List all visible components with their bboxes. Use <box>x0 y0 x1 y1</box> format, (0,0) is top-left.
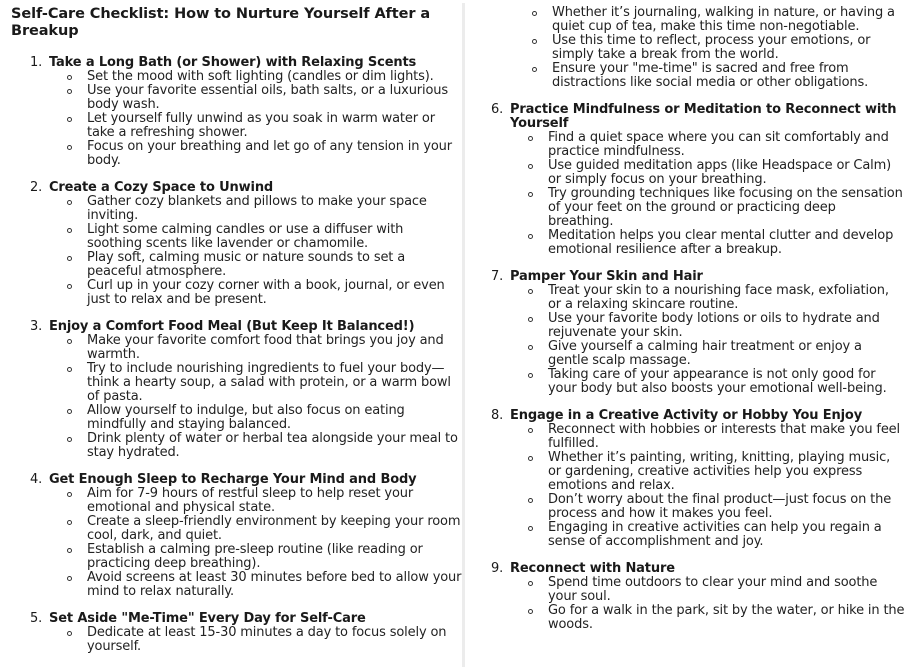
list-item <box>0 112 462 140</box>
bullet-list <box>0 626 462 654</box>
section-9 <box>465 562 905 632</box>
bullet-text: Use guided meditation apps (like Headspace or Calm) or simply focus on your breathing. <box>548 158 892 187</box>
section-5 <box>0 612 462 654</box>
bullet-text: Engaging in creative activities can help you regain a sense of accomplishment and joy. <box>548 520 882 549</box>
bullet-text: Find a quiet space where you can sit comfortably and practice mindfulness. <box>548 130 889 159</box>
list-item <box>465 187 905 229</box>
list-item <box>0 515 462 543</box>
bullet-text: Light some calming candles or use a diffuser with soothing scents like lavender or chamomile. <box>87 222 404 251</box>
section-number: 6. <box>491 102 504 117</box>
bullet-text: Gather cozy blankets and pillows to make your space inviting. <box>87 194 427 223</box>
bullet-list <box>465 576 905 632</box>
circle-bullet-icon <box>67 284 72 289</box>
section-7 <box>465 270 905 396</box>
section-number: 3. <box>30 319 43 334</box>
list-item <box>0 432 462 460</box>
bullet-list <box>0 70 462 168</box>
section-heading <box>0 181 462 195</box>
circle-bullet-icon <box>67 200 72 205</box>
list-item <box>0 279 462 307</box>
circle-bullet-icon <box>67 520 72 525</box>
checklist-sections-left <box>0 56 462 654</box>
bullet-list <box>0 195 462 307</box>
circle-bullet-icon <box>67 576 72 581</box>
section-number: 9. <box>491 561 504 576</box>
section-1 <box>0 56 462 168</box>
bullet-text: Curl up in your cozy corner with a book, journal, or even just to relax and be present. <box>87 278 445 307</box>
section-heading <box>0 473 462 487</box>
circle-bullet-icon <box>67 145 72 150</box>
bullet-text: Allow yourself to indulge, but also focus on eating mindfully and staying balanced. <box>87 403 405 432</box>
section-6 <box>465 103 905 257</box>
list-item <box>465 521 905 549</box>
bullet-list <box>0 487 462 599</box>
right-page <box>465 0 924 669</box>
bullet-text: Avoid screens at least 30 minutes before bed to allow your mind to relax naturally. <box>87 570 462 599</box>
bullet-text: Focus on your breathing and let go of any tension in your body. <box>87 139 452 168</box>
circle-bullet-icon <box>528 289 533 294</box>
circle-bullet-icon <box>67 631 72 636</box>
list-item <box>0 626 462 654</box>
section-heading <box>0 612 462 626</box>
section-number: 8. <box>491 408 504 423</box>
bullet-text: Establish a calming pre-sleep routine (like reading or practicing deep breathing). <box>87 542 423 571</box>
bullet-list <box>0 334 462 460</box>
circle-bullet-icon <box>532 67 537 72</box>
circle-bullet-icon <box>528 428 533 433</box>
bullet-text: Make your favorite comfort food that brings you joy and warmth. <box>87 333 444 362</box>
list-item <box>0 404 462 432</box>
section-heading <box>0 320 462 334</box>
section-title: Get Enough Sleep to Recharge Your Mind and Body <box>49 472 417 487</box>
circle-bullet-icon <box>532 39 537 44</box>
list-item <box>465 312 905 340</box>
list-item <box>0 195 462 223</box>
section-8 <box>465 409 905 549</box>
circle-bullet-icon <box>528 581 533 586</box>
bullet-list <box>465 284 905 396</box>
circle-bullet-icon <box>528 456 533 461</box>
bullet-text: Use your favorite body lotions or oils to hydrate and rejuvenate your skin. <box>548 311 880 340</box>
bullet-text: Whether it’s journaling, walking in nature, or having a quiet cup of tea, make this time non-negotiable. <box>552 5 895 34</box>
circle-bullet-icon <box>67 228 72 233</box>
circle-bullet-icon <box>528 498 533 503</box>
bullet-text: Dedicate at least 15-30 minutes a day to focus solely on yourself. <box>87 625 447 654</box>
section-number: 5. <box>30 611 43 626</box>
document-title: Self-Care Checklist: How to Nurture Yourself After a Breakup <box>11 6 431 39</box>
bullet-text: Drink plenty of water or herbal tea alongside your meal to stay hydrated. <box>87 431 458 460</box>
section-title: Set Aside "Me-Time" Every Day for Self-Care <box>49 611 366 626</box>
list-item <box>465 34 909 62</box>
section-title: Practice Mindfulness or Meditation to Reconnect with Yourself <box>510 102 897 131</box>
bullet-text: Aim for 7-9 hours of restful sleep to help reset your emotional and physical state. <box>87 486 414 515</box>
section-heading <box>465 562 905 576</box>
bullet-text: Ensure your "me-time" is sacred and free from distractions like social media or other obligations. <box>552 61 869 90</box>
bullet-text: Give yourself a calming hair treatment or enjoy a gentle scalp massage. <box>548 339 862 368</box>
circle-bullet-icon <box>528 164 533 169</box>
list-item <box>0 84 462 112</box>
bullet-text: Spend time outdoors to clear your mind and soothe your soul. <box>548 575 878 604</box>
circle-bullet-icon <box>67 89 72 94</box>
section-heading <box>465 409 905 423</box>
section-3 <box>0 320 462 460</box>
section-title: Engage in a Creative Activity or Hobby You Enjoy <box>510 408 863 423</box>
list-item <box>0 70 462 84</box>
section-number: 1. <box>30 55 43 70</box>
list-item <box>0 334 462 362</box>
circle-bullet-icon <box>528 373 533 378</box>
section-title: Reconnect with Nature <box>510 561 675 576</box>
list-item <box>0 251 462 279</box>
circle-bullet-icon <box>67 117 72 122</box>
list-item <box>0 140 462 168</box>
section-2 <box>0 181 462 307</box>
list-item <box>0 487 462 515</box>
section-4 <box>0 473 462 599</box>
bullet-list <box>465 423 905 549</box>
bullet-text: Go for a walk in the park, sit by the water, or hike in the woods. <box>548 603 905 632</box>
list-item <box>465 6 909 34</box>
circle-bullet-icon <box>67 437 72 442</box>
circle-bullet-icon <box>67 492 72 497</box>
circle-bullet-icon <box>528 234 533 239</box>
section-title: Create a Cozy Space to Unwind <box>49 180 274 195</box>
circle-bullet-icon <box>67 339 72 344</box>
bullet-text: Meditation helps you clear mental clutter and develop emotional resilience after a breakup. <box>548 228 894 257</box>
list-item <box>0 543 462 571</box>
list-item <box>465 368 905 396</box>
list-item <box>465 229 905 257</box>
list-item <box>0 223 462 251</box>
bullet-text: Set the mood with soft lighting (candles or dim lights). <box>87 69 434 84</box>
bullet-text: Try grounding techniques like focusing on the sensation of your feet on the ground or practicing deep breathing. <box>548 186 903 229</box>
section-heading <box>0 56 462 70</box>
list-item <box>465 576 905 604</box>
list-item <box>465 423 905 451</box>
circle-bullet-icon <box>67 409 72 414</box>
list-item <box>465 493 905 521</box>
bullet-text: Create a sleep-friendly environment by keeping your room cool, dark, and quiet. <box>87 514 461 543</box>
bullet-text: Use your favorite essential oils, bath salts, or a luxurious body wash. <box>87 83 448 112</box>
section-title: Pamper Your Skin and Hair <box>510 269 703 284</box>
section-heading <box>465 270 905 284</box>
list-item <box>465 131 905 159</box>
section-heading <box>465 103 905 131</box>
bullet-text: Let yourself fully unwind as you soak in warm water or take a refreshing shower. <box>87 111 435 140</box>
section-number: 7. <box>491 269 504 284</box>
bullet-text: Try to include nourishing ingredients to fuel your body—think a hearty soup, a salad with protein, or a warm bowl of pasta. <box>87 361 451 404</box>
bullet-text: Play soft, calming music or nature sounds to set a peaceful atmosphere. <box>87 250 406 279</box>
list-item <box>465 451 905 493</box>
list-item <box>465 284 905 312</box>
bullet-text: Reconnect with hobbies or interests that make you feel fulfilled. <box>548 422 900 451</box>
circle-bullet-icon <box>67 75 72 80</box>
section-number: 2. <box>30 180 43 195</box>
section-title: Take a Long Bath (or Shower) with Relaxing Scents <box>49 55 417 70</box>
circle-bullet-icon <box>528 526 533 531</box>
circle-bullet-icon <box>532 11 537 16</box>
list-item <box>0 571 462 599</box>
section-5-continued <box>465 6 909 90</box>
section-number: 4. <box>30 472 43 487</box>
list-item <box>465 604 905 632</box>
circle-bullet-icon <box>67 256 72 261</box>
bullet-text: Treat your skin to a nourishing face mask, exfoliation, or a relaxing skincare routine. <box>548 283 889 312</box>
circle-bullet-icon <box>528 345 533 350</box>
list-item <box>465 159 905 187</box>
list-item <box>465 340 905 368</box>
circle-bullet-icon <box>528 609 533 614</box>
bullet-list <box>465 6 909 90</box>
circle-bullet-icon <box>528 192 533 197</box>
circle-bullet-icon <box>67 367 72 372</box>
circle-bullet-icon <box>528 136 533 141</box>
list-item <box>465 62 909 90</box>
bullet-text: Whether it’s painting, writing, knitting, playing music, or gardening, creative activities help you express emotions and relax. <box>548 450 891 493</box>
bullet-list <box>465 131 905 257</box>
circle-bullet-icon <box>528 317 533 322</box>
section-title: Enjoy a Comfort Food Meal (But Keep It Balanced!) <box>49 319 415 334</box>
bullet-text: Use this time to reflect, process your emotions, or simply take a break from the world. <box>552 33 871 62</box>
list-item <box>0 362 462 404</box>
circle-bullet-icon <box>67 548 72 553</box>
checklist-sections-right <box>465 6 924 632</box>
bullet-text: Don’t worry about the final product—just focus on the process and how it makes you feel. <box>548 492 892 521</box>
bullet-text: Taking care of your appearance is not only good for your body but also boosts your emotional well-being. <box>548 367 887 396</box>
